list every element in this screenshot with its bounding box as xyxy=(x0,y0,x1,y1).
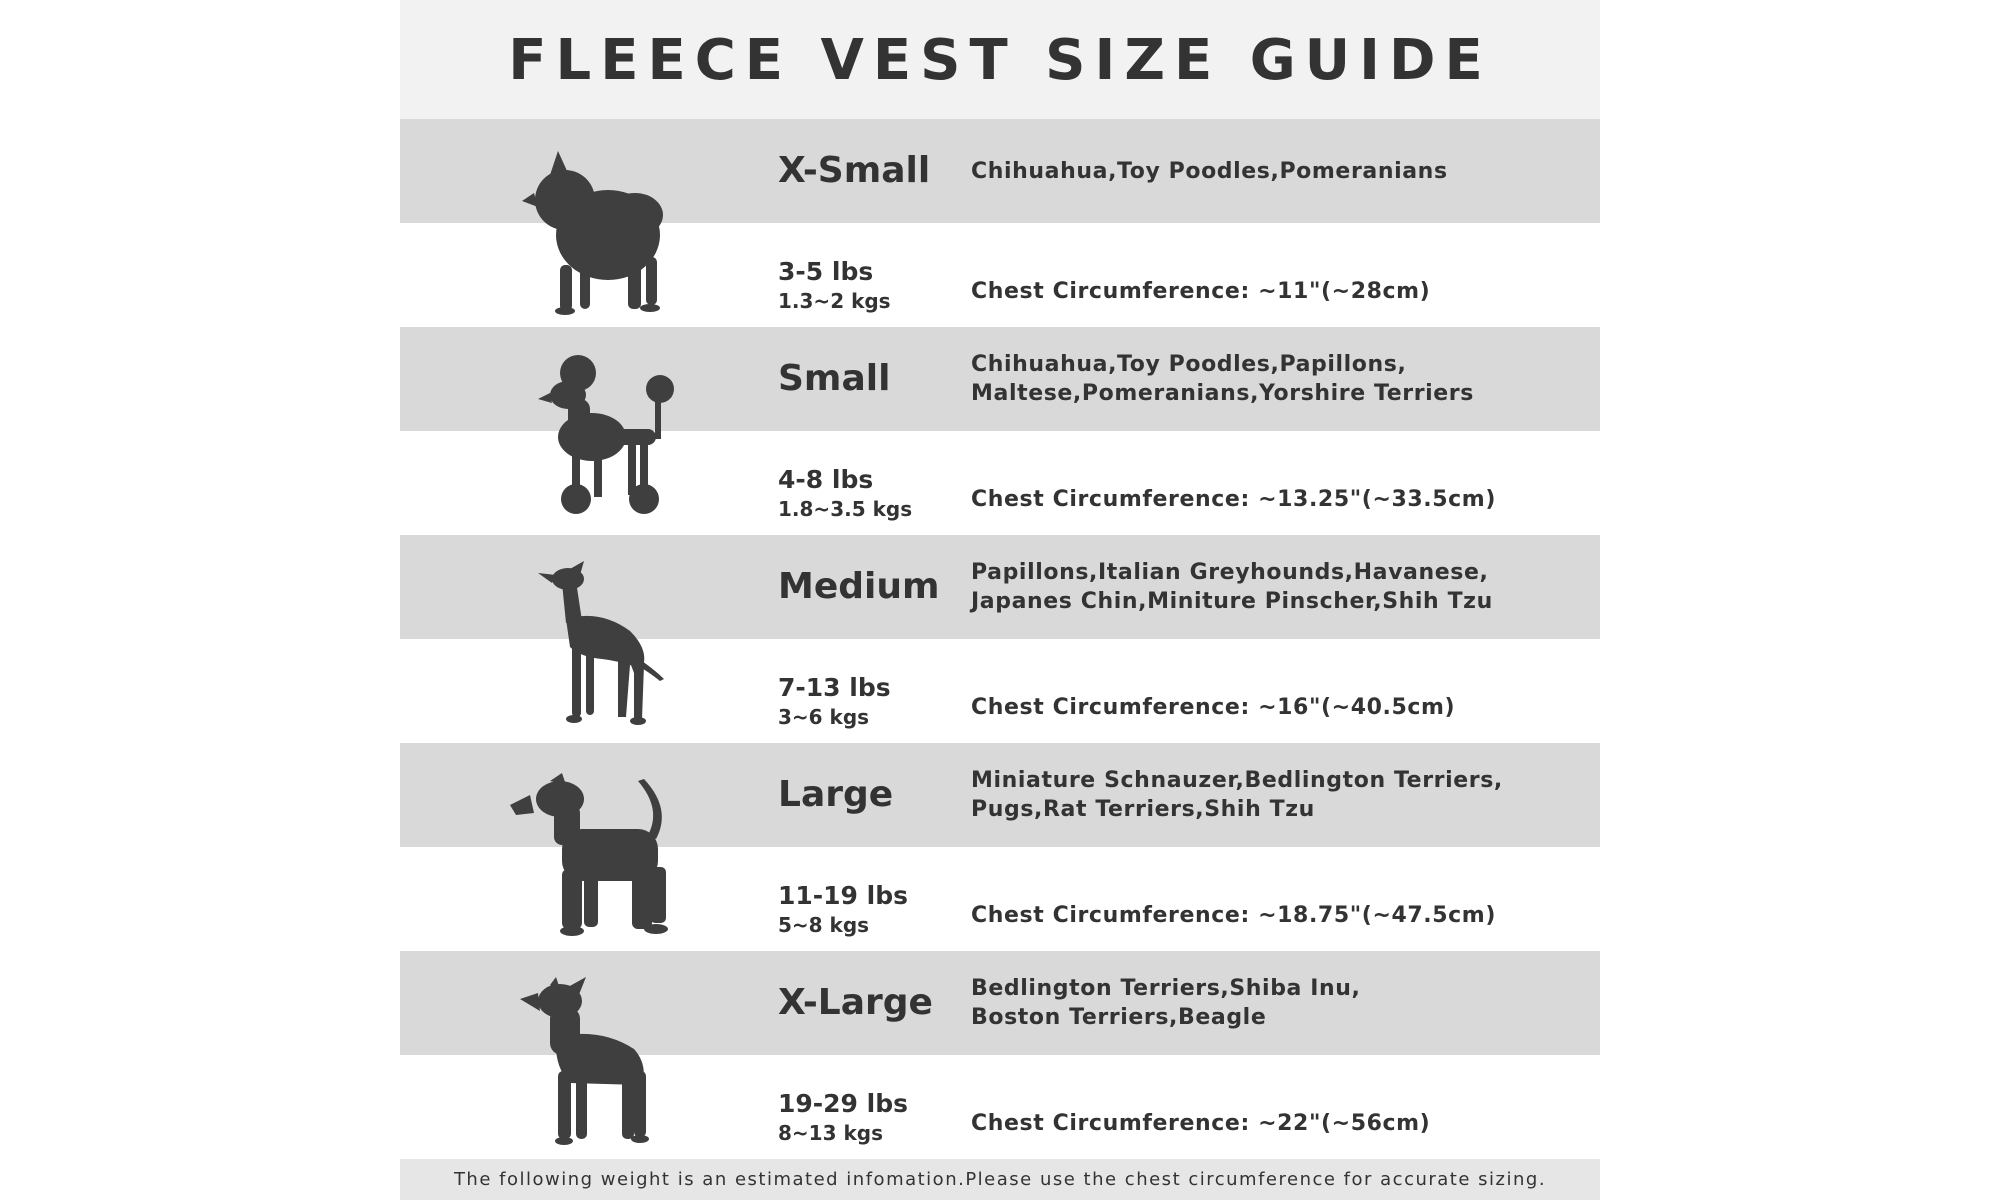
size-row-x-large xyxy=(400,951,1600,1159)
pomeranian-silhouette-icon xyxy=(510,145,690,315)
footer-note: The following weight is an estimated infomation.Please use the chest circumference for accurate sizing. xyxy=(453,1169,1547,1190)
weight-kgs: 8~13 kgs xyxy=(778,1121,883,1145)
poodle-silhouette-icon xyxy=(510,353,690,523)
size-row-x-small xyxy=(400,119,1600,327)
chest-circumference: Chest Circumference: ~11"(~28cm) xyxy=(971,279,1431,304)
breeds-line: Maltese,Pomeranians,Yorshire Terriers xyxy=(971,381,1474,406)
size-row-large xyxy=(400,743,1600,951)
weight-lbs: 4-8 lbs xyxy=(778,465,874,494)
weight-lbs: 7-13 lbs xyxy=(778,673,891,702)
schnauzer-silhouette-icon xyxy=(510,769,690,939)
size-guide xyxy=(400,0,1600,1200)
breeds-list xyxy=(971,743,1591,847)
breeds-list xyxy=(971,535,1591,639)
breeds-line: Bedlington Terriers,Shiba Inu, xyxy=(971,976,1361,1001)
weight-lbs: 11-19 lbs xyxy=(778,881,909,910)
breeds-line: Papillons,Italian Greyhounds,Havanese, xyxy=(971,560,1489,585)
chest-circumference: Chest Circumference: ~22"(~56cm) xyxy=(971,1111,1431,1136)
breeds-line: Pugs,Rat Terriers,Shih Tzu xyxy=(971,797,1315,822)
weight-kgs: 1.3~2 kgs xyxy=(778,289,891,313)
breeds-line: Miniature Schnauzer,Bedlington Terriers, xyxy=(971,768,1503,793)
size-name: X-Small xyxy=(778,150,931,191)
chest-circumference: Chest Circumference: ~13.25"(~33.5cm) xyxy=(971,487,1496,512)
size-name: Medium xyxy=(778,566,940,607)
weight-lbs: 19-29 lbs xyxy=(778,1089,909,1118)
breeds-line: Chihuahua,Toy Poodles,Papillons, xyxy=(971,352,1407,377)
breeds-line: Chihuahua,Toy Poodles,Pomeranians xyxy=(971,158,1448,184)
weight-kgs: 5~8 kgs xyxy=(778,913,870,937)
greyhound-silhouette-icon xyxy=(510,561,690,731)
boston-terrier-silhouette-icon xyxy=(510,977,690,1147)
breeds-line: Japanes Chin,Miniture Pinscher,Shih Tzu xyxy=(971,589,1493,614)
weight-kgs: 1.8~3.5 kgs xyxy=(778,497,913,521)
size-name: Large xyxy=(778,774,894,815)
breeds-list xyxy=(971,327,1591,431)
size-name: Small xyxy=(778,358,891,399)
size-row-medium xyxy=(400,535,1600,743)
breeds-line: Boston Terriers,Beagle xyxy=(971,1005,1267,1030)
chest-circumference: Chest Circumference: ~18.75"(~47.5cm) xyxy=(971,903,1496,928)
breeds-list xyxy=(971,951,1591,1055)
footer-band xyxy=(400,1159,1600,1200)
size-row-small xyxy=(400,327,1600,535)
size-name: X-Large xyxy=(778,982,933,1023)
breeds-list xyxy=(971,119,1591,223)
weight-lbs: 3-5 lbs xyxy=(778,257,874,286)
title-band xyxy=(400,0,1600,119)
page-title: FLEECE VEST SIZE GUIDE xyxy=(508,28,1492,93)
weight-kgs: 3~6 kgs xyxy=(778,705,870,729)
chest-circumference: Chest Circumference: ~16"(~40.5cm) xyxy=(971,695,1456,720)
